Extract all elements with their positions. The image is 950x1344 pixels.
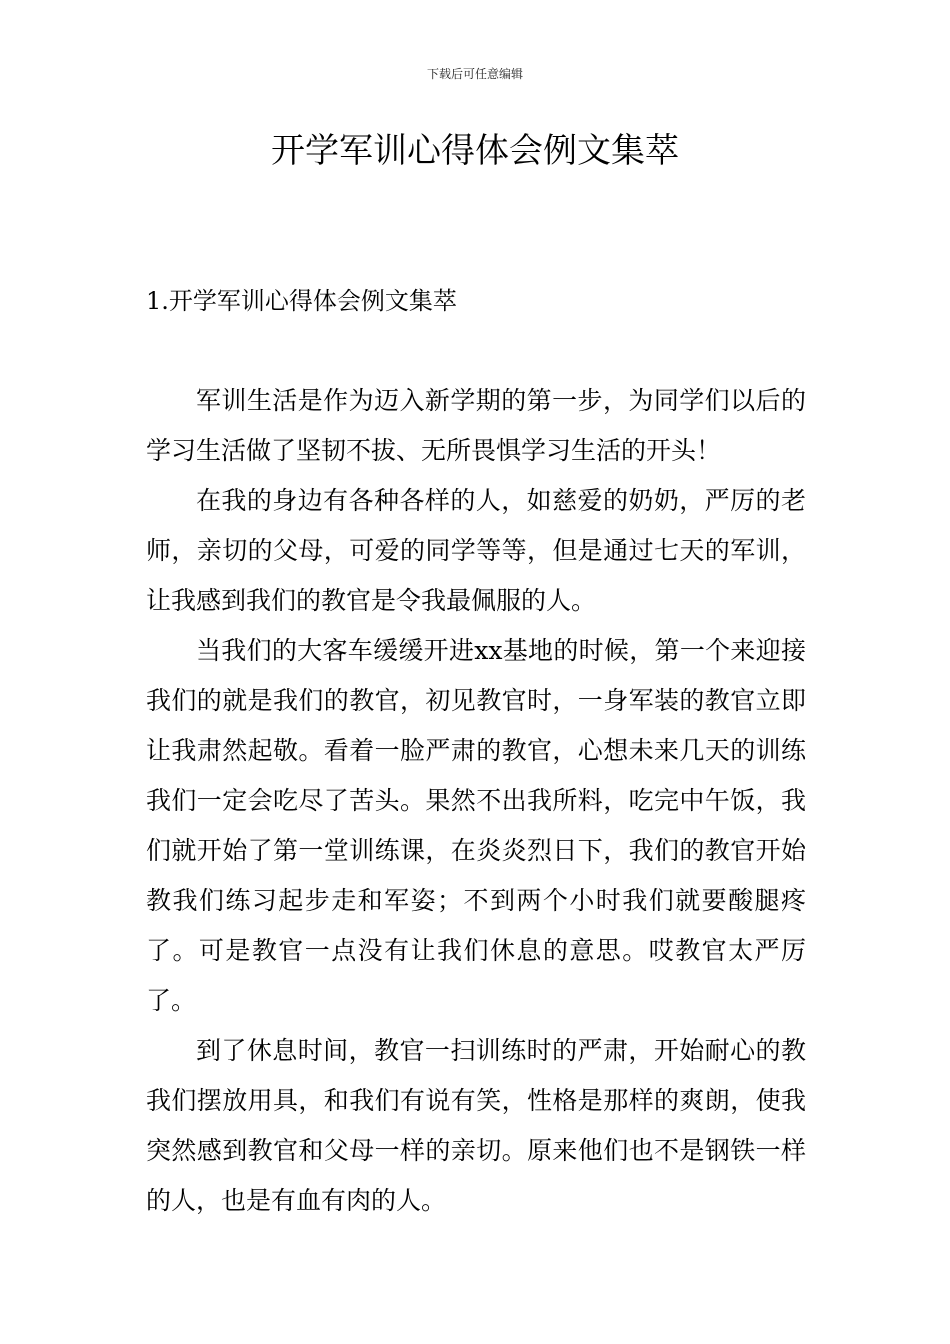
paragraph: 到了休息时间，教官一扫训练时的严肃，开始耐心的教我们摆放用具，和我们有说有笑，性格是那样的爽朗，使我突然感到教官和父母一样的亲切。原来他们也不是钢铁一样的人，也是有血有肉的人。 xyxy=(146,1036,806,1215)
paragraph: 军训生活是作为迈入新学期的第一步，为同学们以后的学习生活做了坚韧不拔、无所畏惧学习生活的开头！ xyxy=(146,386,806,465)
body-text xyxy=(146,376,806,1226)
paragraph: 在我的身边有各种各样的人，如慈爱的奶奶，严厉的老师，亲切的父母，可爱的同学等等，但是通过七天的军训，让我感到我们的教官是令我最佩服的人。 xyxy=(146,486,806,615)
document-title: 开学军训心得体会例文集萃 xyxy=(271,131,679,171)
header-note: 下载后可任意编辑 xyxy=(426,67,523,81)
section-heading: 1.开学军训心得体会例文集萃 xyxy=(146,287,457,315)
paragraph: 当我们的大客车缓缓开进xx基地的时候，第一个来迎接我们的就是我们的教官，初见教官时，一身军装的教官立即让我肃然起敬。看着一脸严肃的教官，心想未来几天的训练我们一定会吃尽了苦头。果然不出我所料，吃完中午饭，我们就开始了第一堂训练课，在炎炎烈日下，我们的教官开始教我们练习起步走和军姿；不到两个小时我们就要酸腿疼了。可是教官一点没有让我们休息的意思。哎教官太严厉了。 xyxy=(146,636,806,1015)
